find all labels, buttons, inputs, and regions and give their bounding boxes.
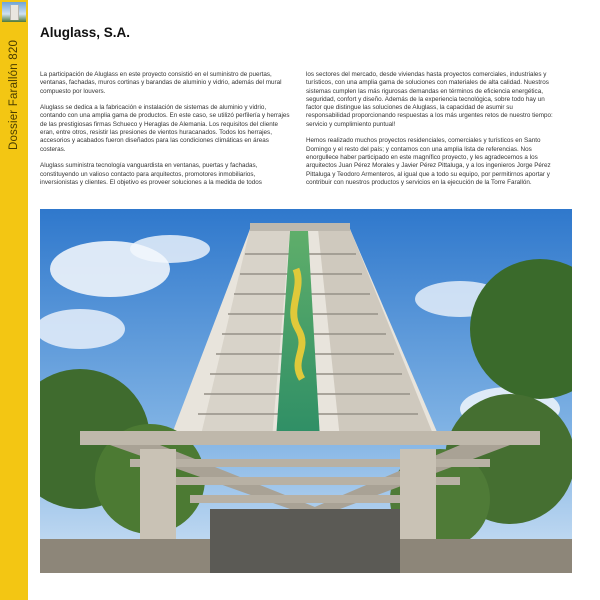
paragraph: La participación de Aluglass en este proyecto consistió en el suministro de puertas, ventanas, fachadas, muros cortinas y barandas de aluminio y vidrio, además del mural compuesto por louvers. — [40, 71, 282, 95]
text-column-right — [306, 71, 558, 195]
text-column-left — [40, 71, 292, 195]
sidebar-label: Dossier Farallón 820 — [8, 39, 20, 151]
paragraph: los sectores del mercado, desde viviendas hasta proyectos comerciales, industriales y turísticos, con una amplia gama de soluciones con materiales de alta calidad. Nuestros sistemas cumplen las más rigurosas demandas en términos de eficiencia energética, seguridad, confort y diseño. Además de la experiencia tecnológica, sobre todo hay un factor que distingue las soluciones de Aluglass, la capacidad de asumir su responsabilidad proporcionando respuestas a los más urgentes retos de nuestro tiempo: servicio y cumplimiento puntual! — [306, 71, 553, 128]
building-thumbnail-icon — [2, 2, 26, 22]
paragraph: Aluglass suministra tecnología vanguardista en ventanas, puertas y fachadas, constituyendo un valioso contacto para arquitectos, promotores inmobiliarios, inversionistas y clientes. El objetivo es proveer soluciones a la medida de todos — [40, 162, 262, 186]
tower-photo — [40, 209, 572, 573]
paragraph: Hemos realizado muchos proyectos residenciales, comerciales y turísticos en Santo Domingo y el resto del país; y contamos con una amplia lista de referencias. Nos enorgullece haber participado en este magnífico proyecto, y les agradecemos a los arquitectos Juan Pérez Morales y Javier Pérez Pittaluga, y a los ingenieros Jorge Pérez Pittaluga y Teodoro Armenteros, al igual que a todo su equipo, por permitirnos aportar y contribuir con nuestros productos y servicios en la ejecución de la Torre Farallón. — [306, 137, 551, 186]
paragraph: Aluglass se dedica a la fabricación e instalación de sistemas de aluminio y vidrio, contando con una amplia gama de productos. En este caso, se utilizó perfilería y herrajes de las prestigiosas firmas Schueco y Heraglas de Alemania. Los requisitos del cliente eran, entre otros, resistir las presiones de vientos huracanados. Todos los herrajes, accesorios y acabados fueron diseñados para las condiciones climáticas en áreas costeras. — [40, 104, 290, 153]
yellow-sidebar — [0, 0, 28, 600]
page-title: Aluglass, S.A. — [40, 25, 131, 40]
